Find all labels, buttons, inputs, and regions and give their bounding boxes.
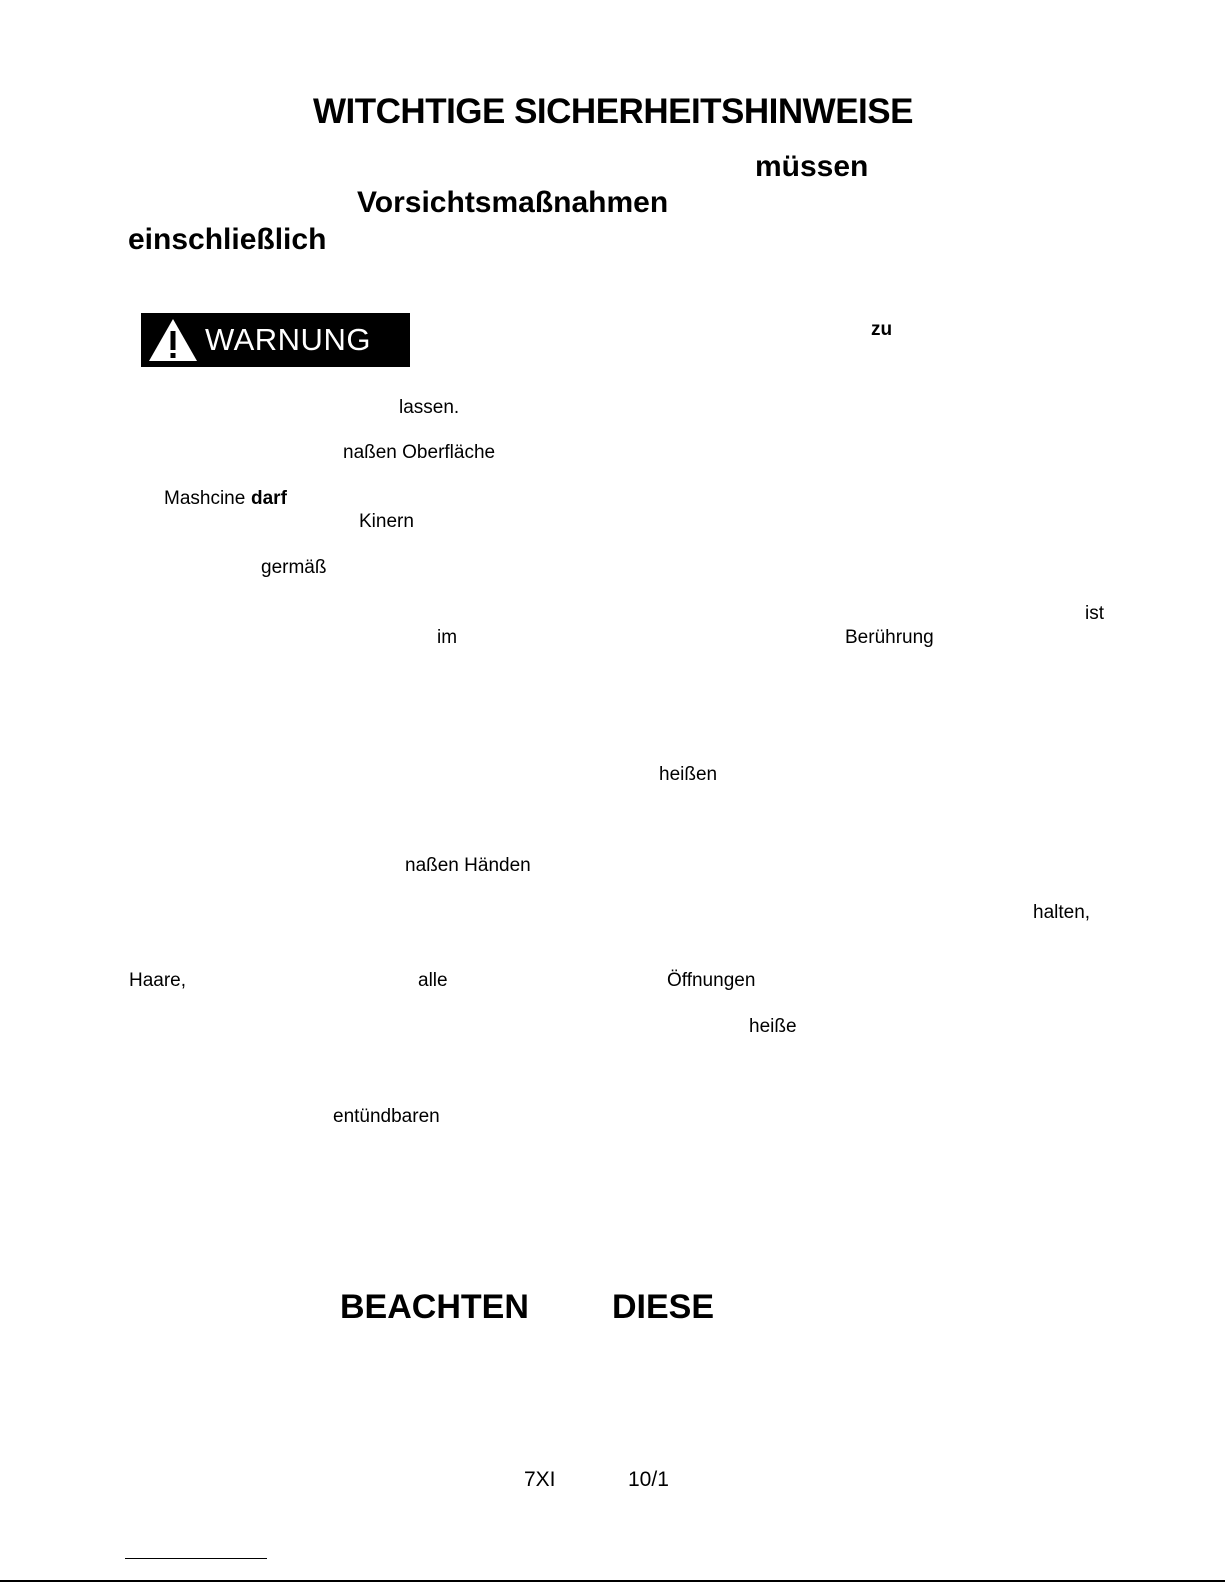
footer-code: 7XI <box>524 1468 556 1491</box>
body-word-ist: ist <box>1085 603 1104 624</box>
body-word-beruehrung: Berührung <box>845 627 934 648</box>
warning-badge <box>141 313 410 367</box>
body-word-nassen-oberflaeche: naßen Oberfläche <box>343 442 496 463</box>
body-word-oeffnungen: Öffnungen <box>667 970 756 991</box>
body-word-nassen-haenden: naßen Händen <box>405 855 531 876</box>
body-word-lassen: lassen. <box>399 397 460 418</box>
closing-word-beachten: BEACHTEN <box>340 1288 529 1326</box>
footer-date: 10/1 <box>628 1468 669 1491</box>
closing-word-diese: DIESE <box>612 1288 715 1326</box>
lead-word-vorsichtsmassnahmen: Vorsichtsmaßnahmen <box>357 186 669 219</box>
warning-label: WARNUNG <box>205 322 371 357</box>
page-title: WITCHTIGE SICHERHEITSHINWEISE <box>313 92 913 131</box>
footnote-rule <box>125 1558 267 1559</box>
body-word-germaess: germäß <box>261 557 327 578</box>
body-word-heisse: heiße <box>749 1016 797 1037</box>
lead-word-einschliesslich: einschließlich <box>128 223 327 256</box>
page-bottom-rule <box>0 1580 1225 1582</box>
body-word-kinern: Kinern <box>359 511 414 532</box>
body-word-haare: Haare, <box>129 970 187 991</box>
body-word-darf: darf <box>251 488 287 509</box>
body-word-alle: alle <box>418 970 448 991</box>
body-word-halten: halten, <box>1033 902 1091 923</box>
lead-word-muessen: müssen <box>755 150 869 183</box>
body-word-im: im <box>437 627 458 648</box>
warning-word-zu: zu <box>871 319 893 340</box>
body-word-entuendbaren: entündbaren <box>333 1106 440 1127</box>
body-word-mashcine: Mashcine <box>164 488 246 509</box>
body-word-heissen: heißen <box>659 764 718 785</box>
warning-triangle-icon <box>147 317 199 363</box>
